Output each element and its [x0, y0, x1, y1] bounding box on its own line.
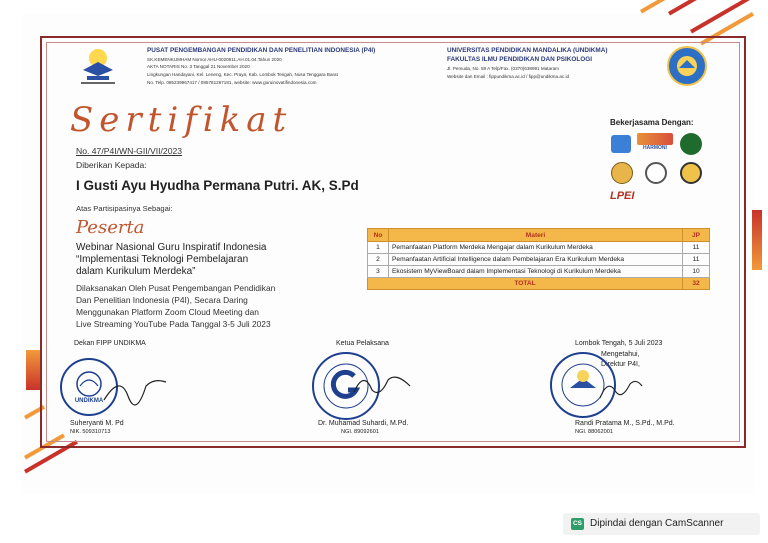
partner-logo-harmoni [637, 133, 673, 155]
camscanner-badge [563, 513, 760, 535]
dean-name: Suheryanti M. Pd [70, 420, 124, 427]
event-title-line3: dalam Kurikulum Merdeka” [76, 266, 196, 277]
dean-title: Dekan FIPP UNDIKMA [74, 340, 146, 347]
undikma-logo [667, 46, 707, 86]
director-signature [596, 372, 646, 406]
org-title: PUSAT PENGEMBANGAN PENDIDIKAN DAN PENELITIAN INDONESIA (P4I) [147, 47, 376, 54]
partner-logo-lpei [610, 190, 634, 202]
org-akta: AKTA NOTARIS No. 3 Tanggal 21 November 2020 [147, 64, 250, 69]
row-no: 3 [368, 266, 389, 278]
event-desc-line2: Dan Penelitian Indonesia (P4I), Secara Daring [76, 295, 248, 305]
certificate-number: No. 47/P4I/WN-GII/VII/2023 [76, 146, 183, 156]
table-row [368, 242, 710, 254]
row-no: 1 [368, 242, 389, 254]
partner-logo-5 [645, 162, 667, 184]
decor-bar [752, 210, 762, 270]
chair-ngi: NGI. 89092601 [341, 429, 379, 435]
place-date: Lombok Tengah, 5 Juli 2023 [575, 340, 663, 347]
header-no: No [368, 229, 389, 242]
header-materi: Materi [389, 229, 683, 242]
org-sk: SK.KEMENKUMHAM Nomor AHU-0020911.AH.01.04.Tahun 2020 [147, 57, 282, 62]
chair-title: Ketua Pelaksana [336, 340, 389, 347]
certificate-title: Sertifikat [70, 100, 293, 140]
faculty-web: Website dan Email : fippundikma.ac.id / fipp@undikma.ac.id [447, 74, 570, 79]
event-desc-line3: Menggunakan Platform Zoom Cloud Meeting dan [76, 307, 259, 317]
participation-label: Atas Partisipasinya Sebagai: [76, 204, 173, 213]
table-row [368, 254, 710, 266]
header-jp: JP [683, 229, 710, 242]
total-value: 32 [683, 278, 710, 290]
given-to-label: Diberikan Kepada: [76, 160, 147, 170]
faculty-name: FAKULTAS ILMU PENDIDIKAN DAN PSIKOLOGI [447, 56, 592, 63]
camscanner-text: Dipindai dengan CamScanner [590, 518, 724, 529]
director-title: Direktur P4I, [601, 361, 640, 368]
acknowledged-label: Mengetahui, [601, 351, 640, 358]
partners-label: Bekerjasama Dengan: [610, 118, 694, 127]
event-desc-line1: Dilaksanakan Oleh Pusat Pengembangan Pendidikan [76, 283, 276, 293]
director-name: Randi Pratama M., S.Pd., M.Pd. [575, 420, 675, 427]
org-address: Lingkungan Handayani, Kel. Leneng, Kec. Praya, Kab. Lombok Tengah, Nusa Tenggara Barat [147, 72, 338, 77]
chair-name: Dr. Muhamad Suhardi, M.Pd. [318, 420, 409, 427]
row-materi: Pemanfaatan Artificial Intelligence dalam Pembelajaran Era Kurikulum Merdeka [389, 254, 683, 266]
dean-signature [100, 370, 170, 410]
camscanner-icon: CS [571, 518, 584, 530]
chair-signature [350, 368, 416, 402]
material-table [367, 228, 710, 290]
participant-role: Peserta [76, 217, 145, 238]
row-jp: 11 [683, 254, 710, 266]
org-contact: No. Telp. 085239967417 / 085781267181, website: www.guruinovatifindonesia.com [147, 80, 317, 85]
partner-logo-3 [680, 133, 702, 155]
row-jp: 11 [683, 242, 710, 254]
dean-seal-text: UNDIKMA [74, 398, 104, 404]
dean-nik: NIK. 509310713 [70, 429, 111, 435]
table-row [368, 266, 710, 278]
row-no: 2 [368, 254, 389, 266]
row-jp: 10 [683, 266, 710, 278]
partner-logo-1 [611, 135, 631, 153]
event-desc-line4: Live Streaming YouTube Pada Tanggal 3-5 Juli 2023 [76, 319, 271, 329]
total-label: TOTAL [368, 278, 683, 290]
recipient-name: I Gusti Ayu Hyudha Permana Putri. AK, S.Pd [76, 178, 359, 193]
director-ngi: NGI. 88062001 [575, 429, 613, 435]
univ-name: UNIVERSITAS PENDIDIKAN MANDALIKA (UNDIKMA) [447, 47, 608, 54]
lpei-label: LPEI [610, 190, 635, 202]
partner-logo-4 [611, 162, 633, 184]
event-title-line2: “Implementasi Teknologi Pembelajaran [76, 254, 249, 265]
p4i-logo [73, 46, 123, 88]
decor-bar [26, 350, 40, 390]
event-title-line1: Webinar Nasional Guru Inspiratif Indonesia [76, 242, 267, 253]
row-materi: Ekosistem MyViewBoard dalam Implementasi Teknologi di Kurikulum Merdeka [389, 266, 683, 278]
partner-logo-6 [680, 162, 702, 184]
faculty-address: Jl. Pemuda, No. 59 A Telp/Fax. (0370)638991 Mataram [447, 66, 560, 71]
table-total-row [368, 278, 710, 290]
harmoni-label: HARMONI [643, 145, 667, 151]
row-materi: Pemanfaatan Platform Merdeka Mengajar dalam Kurikulum Merdeka [389, 242, 683, 254]
table-header-row [368, 229, 710, 242]
